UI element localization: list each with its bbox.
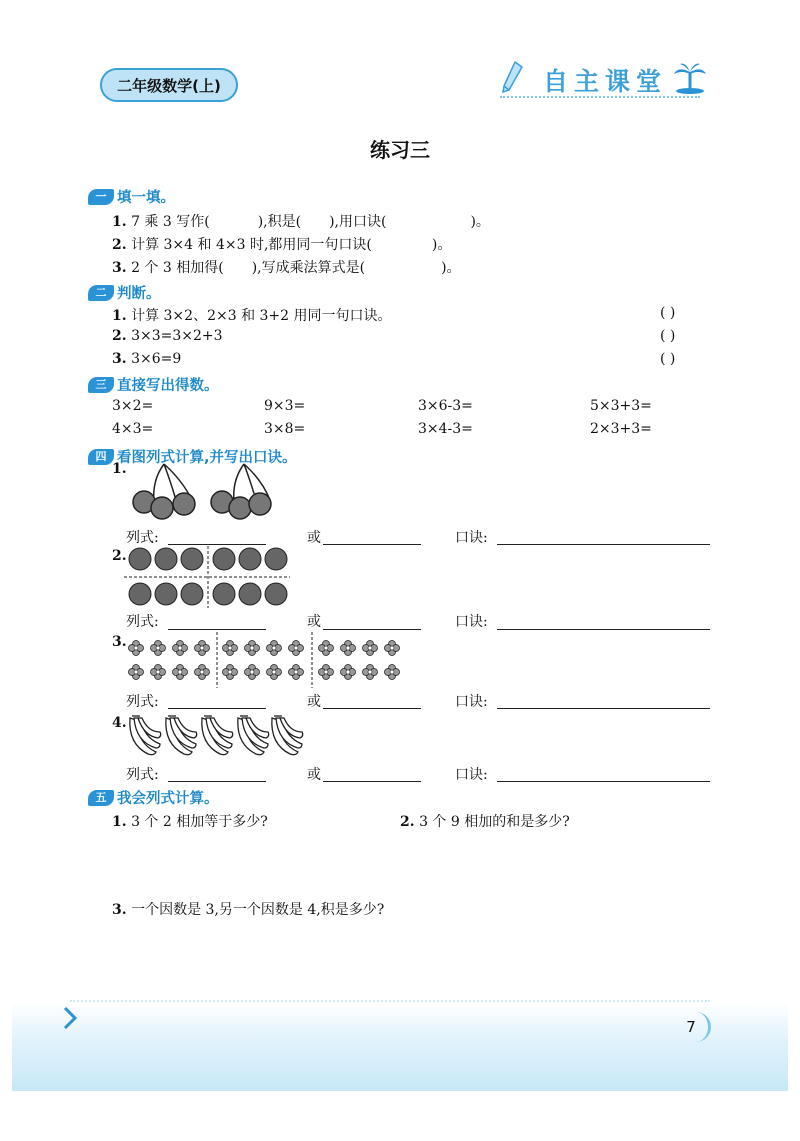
- formula-blank[interactable]: [168, 780, 266, 782]
- problem-number: 3.: [112, 634, 127, 650]
- section-5-heading: [88, 787, 219, 808]
- fill-item-2: 2. 计算 3×4 和 4×3 时,都用同一句口诀( )。: [112, 237, 452, 253]
- or-label: 或: [307, 614, 321, 630]
- or-label: 或: [307, 767, 321, 783]
- formula-alt-blank[interactable]: [323, 543, 421, 545]
- word-problem-2: 2. 3 个 9 相加的和是多少?: [400, 814, 570, 830]
- section-1-heading: [88, 186, 175, 207]
- flowers-illustration: [124, 632, 424, 688]
- section-2-heading: [88, 282, 161, 303]
- formula-alt-blank[interactable]: [323, 628, 421, 630]
- footer-band: [12, 1002, 788, 1091]
- formula-label: 列式:: [126, 614, 159, 630]
- formula-label: 列式:: [126, 694, 159, 710]
- fill-item-3: 3. 2 个 3 相加得( ),写成乘法算式是( )。: [112, 260, 461, 276]
- calc-item: 2×3+3=: [590, 421, 652, 437]
- rhyme-blank[interactable]: [497, 628, 710, 630]
- formula-blank[interactable]: [168, 707, 266, 709]
- pencil-icon: [500, 60, 524, 94]
- rhyme-label: 口诀:: [455, 614, 488, 630]
- section-title: 我会列式计算。: [117, 791, 219, 807]
- word-problem-3: 3. 一个因数是 3,另一个因数是 4,积是多少?: [112, 902, 385, 918]
- or-label: 或: [307, 530, 321, 546]
- judge-mark[interactable]: ( ): [660, 328, 676, 344]
- section-number: 四: [88, 449, 114, 465]
- footer-dotted-line: [70, 1000, 710, 1002]
- calc-item: 5×3+3=: [590, 398, 652, 414]
- calc-item: 3×8=: [264, 421, 306, 437]
- problem-number: 4.: [112, 715, 127, 731]
- calc-item: 3×6-3=: [418, 398, 473, 414]
- grade-badge: 二年级数学(上): [100, 68, 238, 102]
- section-title: 直接写出得数。: [117, 378, 219, 394]
- formula-blank[interactable]: [168, 543, 266, 545]
- judge-mark[interactable]: ( ): [660, 351, 676, 367]
- judge-mark[interactable]: ( ): [660, 305, 676, 321]
- page-title: 练习三: [370, 138, 430, 162]
- rhyme-label: 口诀:: [455, 694, 488, 710]
- palm-tree-icon: [672, 60, 708, 96]
- section-number: 三: [88, 377, 114, 393]
- formula-blank[interactable]: [168, 628, 266, 630]
- calc-item: 3×4-3=: [418, 421, 473, 437]
- section-title: 看图列式计算,并写出口诀。: [117, 450, 297, 466]
- rhyme-blank[interactable]: [497, 543, 710, 545]
- section-number: 一: [88, 189, 114, 205]
- rhyme-blank[interactable]: [497, 707, 710, 709]
- chevron-right-icon: [62, 1006, 78, 1030]
- page-number: 7: [674, 1012, 711, 1042]
- calc-item: 9×3=: [264, 398, 306, 414]
- calc-item: 4×3=: [112, 421, 154, 437]
- section-number: 五: [88, 790, 114, 806]
- judge-item-1: 1. 计算 3×2、2×3 和 3+2 用同一句口诀。: [112, 308, 392, 324]
- formula-alt-blank[interactable]: [323, 707, 421, 709]
- section-number: 二: [88, 285, 114, 301]
- formula-label: 列式:: [126, 767, 159, 783]
- section-title: 判断。: [117, 286, 161, 302]
- section-3-heading: [88, 374, 219, 395]
- cherries-illustration: [124, 460, 274, 522]
- fill-item-1: 1. 7 乘 3 写作( ),积是( ),用口诀( )。: [112, 214, 490, 230]
- problem-number: 2.: [112, 548, 127, 564]
- brand-title: 自主课堂: [543, 67, 668, 96]
- section-title: 填一填。: [117, 190, 175, 206]
- judge-item-3: 3. 3×6=9: [112, 351, 182, 367]
- basketballs-illustration: [124, 546, 294, 610]
- judge-item-2: 2. 3×3=3×2+3: [112, 328, 223, 344]
- or-label: 或: [307, 694, 321, 710]
- rhyme-label: 口诀:: [455, 767, 488, 783]
- formula-alt-blank[interactable]: [323, 780, 421, 782]
- rhyme-blank[interactable]: [497, 780, 710, 782]
- formula-label: 列式:: [126, 530, 159, 546]
- word-problem-1: 1. 3 个 2 相加等于多少?: [112, 814, 268, 830]
- bananas-illustration: [126, 712, 306, 762]
- calc-item: 3×2=: [112, 398, 154, 414]
- problem-number: 1.: [112, 461, 127, 477]
- rhyme-label: 口诀:: [455, 530, 488, 546]
- brand-underline: [500, 96, 700, 98]
